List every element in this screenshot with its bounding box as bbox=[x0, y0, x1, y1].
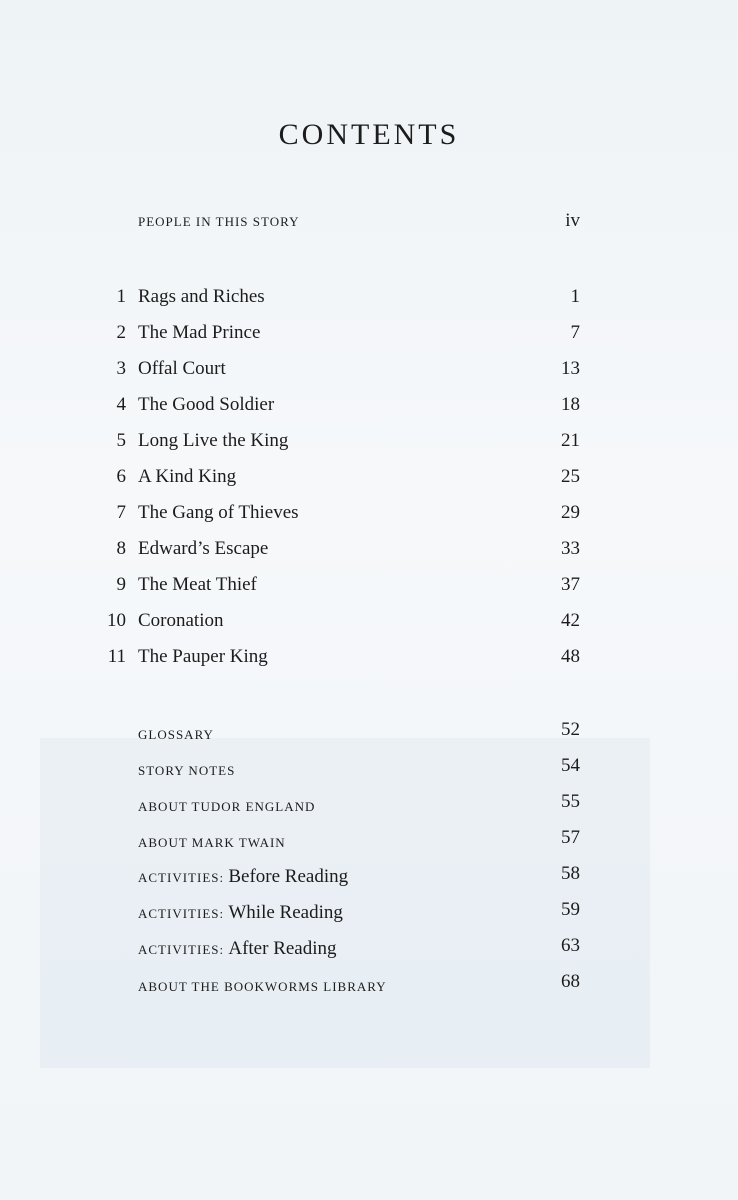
toc-entry-label: ABOUT MARK TWAIN bbox=[138, 835, 286, 850]
chapter-number: 7 bbox=[116, 502, 126, 523]
contents-heading: CONTENTS bbox=[278, 118, 460, 151]
toc-entry-label: STORY NOTES bbox=[138, 763, 236, 778]
chapter-title: Rags and Riches bbox=[138, 286, 265, 307]
toc-entry-page: iv bbox=[565, 210, 580, 231]
chapter-number: 2 bbox=[116, 322, 126, 343]
chapter-number: 6 bbox=[116, 466, 126, 487]
chapter-title: The Good Soldier bbox=[138, 394, 275, 415]
toc-entry-page: 55 bbox=[561, 791, 580, 812]
toc-chapter-11 bbox=[0, 646, 738, 674]
toc-entry-bookworms-library bbox=[0, 971, 738, 999]
toc-chapter-2 bbox=[0, 322, 738, 350]
chapter-number: 4 bbox=[116, 394, 126, 415]
toc-entry-page: 58 bbox=[561, 863, 580, 884]
chapter-title: A Kind King bbox=[138, 466, 237, 487]
toc-entry-activities-before bbox=[0, 863, 738, 891]
toc-chapter-7 bbox=[0, 502, 738, 530]
toc-entry-label: ACTIVITIES: After Reading bbox=[138, 938, 337, 959]
toc-chapter-9 bbox=[0, 574, 738, 602]
toc-entry-label: ABOUT TUDOR ENGLAND bbox=[138, 799, 316, 814]
chapter-title: The Mad Prince bbox=[138, 322, 261, 343]
chapter-page: 33 bbox=[561, 538, 580, 559]
toc-entry-glossary bbox=[0, 719, 738, 747]
chapter-title: Edward’s Escape bbox=[138, 538, 269, 559]
chapter-page: 37 bbox=[561, 574, 580, 595]
chapter-number: 10 bbox=[107, 610, 126, 631]
chapter-page: 21 bbox=[561, 430, 580, 451]
toc-entry-page: 54 bbox=[561, 755, 580, 776]
chapter-title: Offal Court bbox=[138, 358, 226, 379]
chapter-number: 5 bbox=[116, 430, 126, 451]
chapter-number: 9 bbox=[116, 574, 126, 595]
toc-entry-label: ABOUT THE BOOKWORMS LIBRARY bbox=[138, 979, 387, 994]
toc-chapter-1 bbox=[0, 286, 738, 314]
toc-entry-label: PEOPLE IN THIS STORY bbox=[138, 214, 300, 229]
chapter-page: 29 bbox=[561, 502, 580, 523]
toc-entry-label: ACTIVITIES: While Reading bbox=[138, 902, 343, 923]
chapter-page: 1 bbox=[570, 286, 580, 307]
chapter-title: Coronation bbox=[138, 610, 224, 631]
toc-entry-page: 59 bbox=[561, 899, 580, 920]
chapter-title: The Pauper King bbox=[138, 646, 268, 667]
chapter-page: 25 bbox=[561, 466, 580, 487]
chapter-page: 13 bbox=[561, 358, 580, 379]
chapter-number: 11 bbox=[107, 646, 126, 667]
chapter-title: Long Live the King bbox=[138, 430, 289, 451]
toc-entry-page: 57 bbox=[561, 827, 580, 848]
toc-entry-page: 63 bbox=[561, 935, 580, 956]
toc-entry-activities-after bbox=[0, 935, 738, 963]
chapter-number: 3 bbox=[116, 358, 126, 379]
toc-entry-page: 52 bbox=[561, 719, 580, 740]
toc-entry-people bbox=[0, 210, 738, 238]
toc-entry-story-notes bbox=[0, 755, 738, 783]
toc-chapter-3 bbox=[0, 358, 738, 386]
chapter-number: 1 bbox=[116, 286, 126, 307]
toc-entry-label: ACTIVITIES: Before Reading bbox=[138, 866, 349, 887]
chapter-number: 8 bbox=[116, 538, 126, 559]
toc-entry-tudor-england bbox=[0, 791, 738, 819]
toc-entry-label: GLOSSARY bbox=[138, 727, 214, 742]
chapter-page: 7 bbox=[570, 322, 580, 343]
chapter-page: 42 bbox=[561, 610, 580, 631]
chapter-title: The Gang of Thieves bbox=[138, 502, 299, 523]
toc-entry-activities-while bbox=[0, 899, 738, 927]
toc-entry-mark-twain bbox=[0, 827, 738, 855]
chapter-title: The Meat Thief bbox=[138, 574, 257, 595]
toc-chapter-4 bbox=[0, 394, 738, 422]
chapter-page: 18 bbox=[561, 394, 580, 415]
toc-entry-page: 68 bbox=[561, 971, 580, 992]
toc-chapter-5 bbox=[0, 430, 738, 458]
toc-chapter-10 bbox=[0, 610, 738, 638]
toc-chapter-6 bbox=[0, 466, 738, 494]
chapter-page: 48 bbox=[561, 646, 580, 667]
toc-chapter-8 bbox=[0, 538, 738, 566]
